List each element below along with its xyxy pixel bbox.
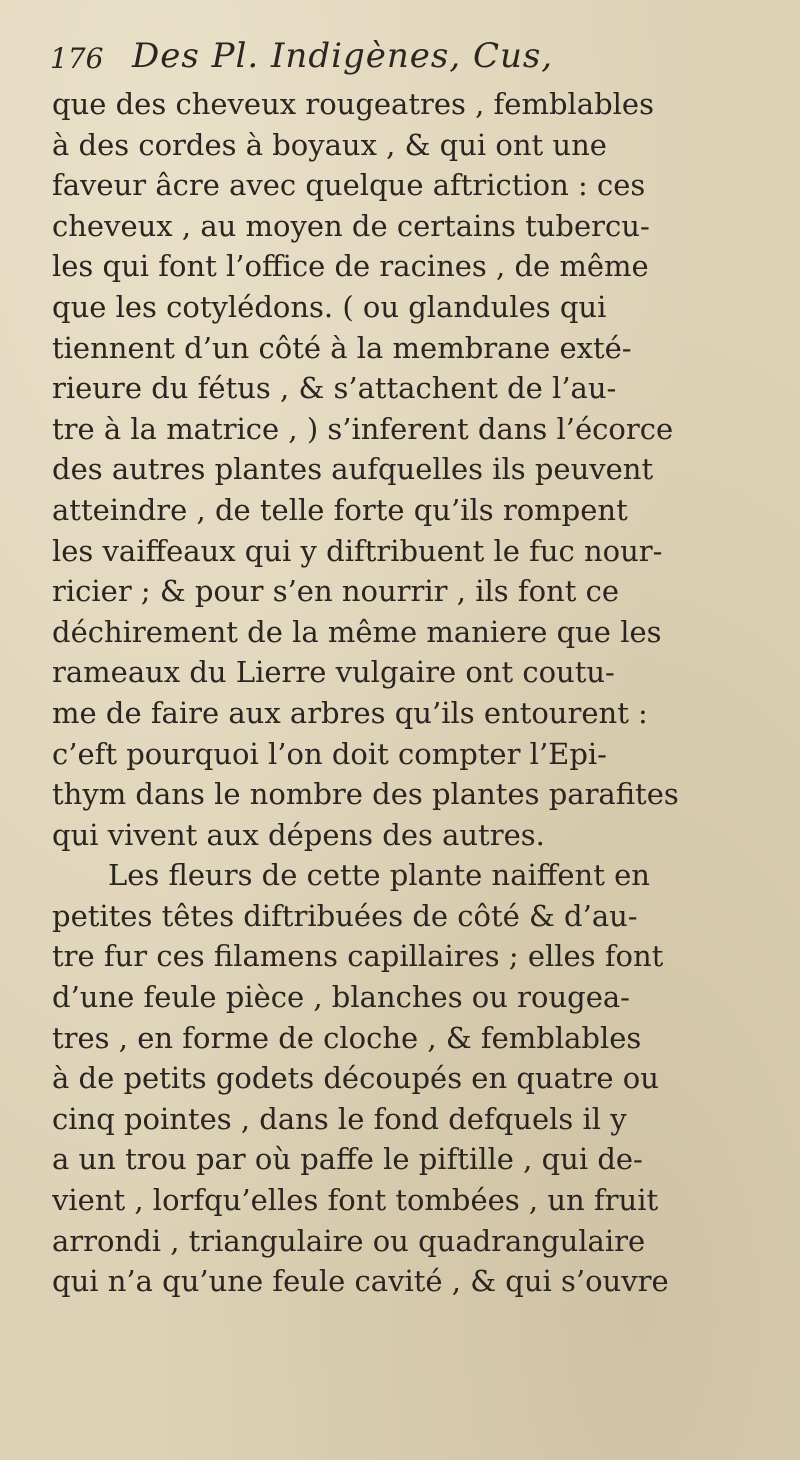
text-line: arrondi , triangulaire ou quadrangulaire	[52, 1223, 646, 1258]
text-line: d’une feule pièce , blanches ou rougea-	[52, 980, 630, 1015]
text-line: à des cordes à boyaux , & qui ont une	[52, 127, 607, 162]
text-line: que des cheveux rougeatres , femblables	[52, 87, 654, 121]
text-line: cinq pointes , dans le fond defquels il y	[52, 1101, 627, 1136]
text-line: tre à la matrice , ) s’inferent dans l’écorce	[52, 411, 674, 446]
text-line: tres , en forme de cloche , & femblables	[52, 1020, 642, 1055]
page-number: 176	[50, 42, 104, 75]
text-line: les vaiffeaux qui y diftribuent le fuc nour-	[52, 533, 663, 568]
body-text	[52, 84, 780, 1302]
text-line: tiennent d’un côté à la membrane exté-	[52, 330, 632, 365]
text-line: à de petits godets découpés en quatre ou	[52, 1061, 659, 1096]
text-line: atteindre , de telle forte qu’ils rompent	[52, 492, 628, 527]
text-line: thym dans le nombre des plantes parafites	[52, 777, 679, 812]
text-line: me de faire aux arbres qu’ils entourent :	[52, 695, 648, 730]
text-line: rameaux du Lierre vulgaire ont coutu-	[52, 655, 615, 690]
text-line: petites têtes diftribuées de côté & d’au-	[52, 898, 638, 933]
text-line: a un trou par où paffe le piftille , qui de-	[52, 1142, 643, 1177]
text-line: rieure du fétus , & s’attachent de l’au-	[52, 371, 617, 406]
text-line: ricier ; & pour s’en nourrir , ils font ce	[52, 574, 619, 609]
text-line: déchirement de la même maniere que les	[52, 614, 662, 649]
text-line: vient , lorfqu’elles font tombées , un fruit	[52, 1183, 659, 1218]
text-line: les qui font l’office de racines , de même	[52, 249, 649, 284]
text-line: faveur âcre avec quelque aftriction : ces	[52, 168, 646, 203]
paragraph-start-line: Les fleurs de cette plante naiffent en	[108, 858, 650, 893]
text-line: c’eft pourquoi l’on doit compter l’Epi-	[52, 736, 607, 771]
text-line: tre fur ces filamens capillaires ; elles font	[52, 939, 664, 974]
text-line: qui n’a qu’une feule cavité , & qui s’ouvre	[52, 1264, 669, 1299]
text-line: des autres plantes aufquelles ils peuvent	[52, 452, 654, 487]
running-title: Des Pl. Indigènes, Cus,	[132, 36, 554, 76]
text-line: qui vivent aux dépens des autres.	[52, 817, 545, 852]
text-line: cheveux , au moyen de certains tubercu-	[52, 208, 650, 243]
text-line: que les cotylédons. ( ou glandules qui	[52, 289, 607, 324]
page-header	[50, 36, 770, 84]
